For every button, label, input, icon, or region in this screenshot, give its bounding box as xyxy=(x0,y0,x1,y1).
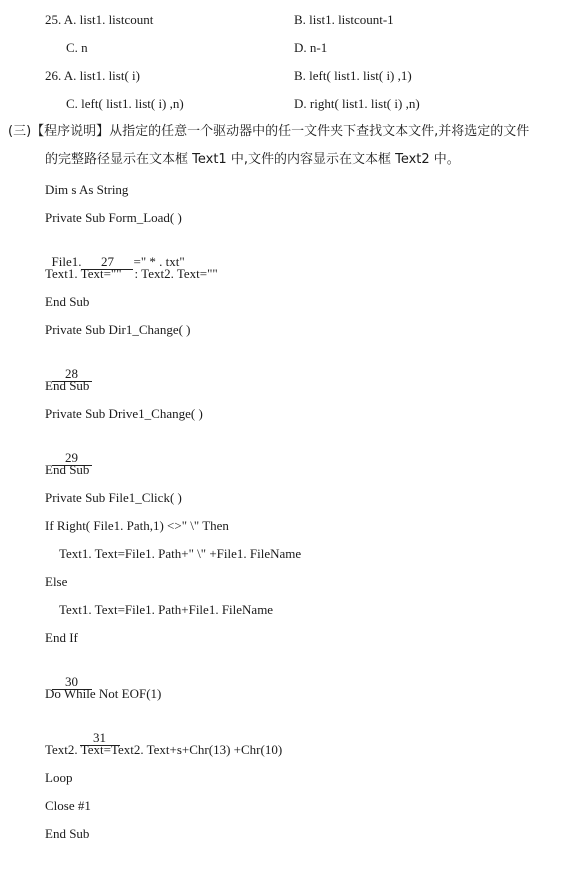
code-line-dir-change: Private Sub Dir1_Change( ) xyxy=(45,322,191,337)
code-line-drive-change: Private Sub Drive1_Change( ) xyxy=(45,406,203,421)
code-line-else: Else xyxy=(45,574,68,589)
code-line-end-sub-4: End Sub xyxy=(45,826,90,841)
code-line-end-sub-3: End Sub xyxy=(45,462,90,477)
q26-option-a: 26. A. list1. list( i) xyxy=(45,68,140,83)
code-line-if-right: If Right( File1. Path,1) <>" \" Then xyxy=(45,518,229,533)
code-line-text2-append: Text2. Text=Text2. Text+s+Chr(13) +Chr(10) xyxy=(45,742,283,757)
q26-option-c: C. left( list1. list( i) ,n) xyxy=(66,96,184,111)
q26-option-d: D. right( list1. list( i) ,n) xyxy=(294,96,420,111)
code-line-dim: Dim s As String xyxy=(45,182,129,197)
q25-option-c: C. n xyxy=(66,40,88,55)
q25-option-b: B. list1. listcount-1 xyxy=(294,12,394,27)
code-line-end-sub-1: End Sub xyxy=(45,294,90,309)
section-description-line-1: (三)【程序说明】从指定的任意一个驱动器中的任一文件夹下查找文本文件,并将选定的文件 xyxy=(8,124,530,139)
blank-29: 29 xyxy=(52,451,92,466)
code-line-loop: Loop xyxy=(45,770,73,785)
q25-option-d: D. n-1 xyxy=(294,40,328,55)
code-pattern-value: =" * . txt" xyxy=(133,254,185,269)
code-line-text1-with-slash: Text1. Text=File1. Path+" \" +File1. FileName xyxy=(59,546,302,561)
blank-31: 31 xyxy=(80,731,120,746)
code-line-do-while: Do While Not EOF(1) xyxy=(45,686,162,701)
q26-option-b: B. left( list1. list( i) ,1) xyxy=(294,68,412,83)
blank-30: 30 xyxy=(52,675,92,690)
blank-28: 28 xyxy=(52,367,92,382)
code-line-close: Close #1 xyxy=(45,798,91,813)
section-description-line-2: 的完整路径显示在文本框 Text1 中,文件的内容显示在文本框 Text2 中。 xyxy=(45,152,460,167)
code-line-form-load: Private Sub Form_Load( ) xyxy=(45,210,182,225)
q25-option-a: 25. A. list1. listcount xyxy=(45,12,154,27)
blank-27: 27 xyxy=(81,255,133,270)
code-line-end-sub-2: End Sub xyxy=(45,378,90,393)
code-line-end-if: End If xyxy=(45,630,78,645)
code-file1-prefix: File1. xyxy=(51,254,82,269)
code-line-file-click: Private Sub File1_Click( ) xyxy=(45,490,182,505)
code-line-text1-no-slash: Text1. Text=File1. Path+File1. FileName xyxy=(59,602,274,617)
code-line-clear-text: Text1. Text="" : Text2. Text="" xyxy=(45,266,218,281)
